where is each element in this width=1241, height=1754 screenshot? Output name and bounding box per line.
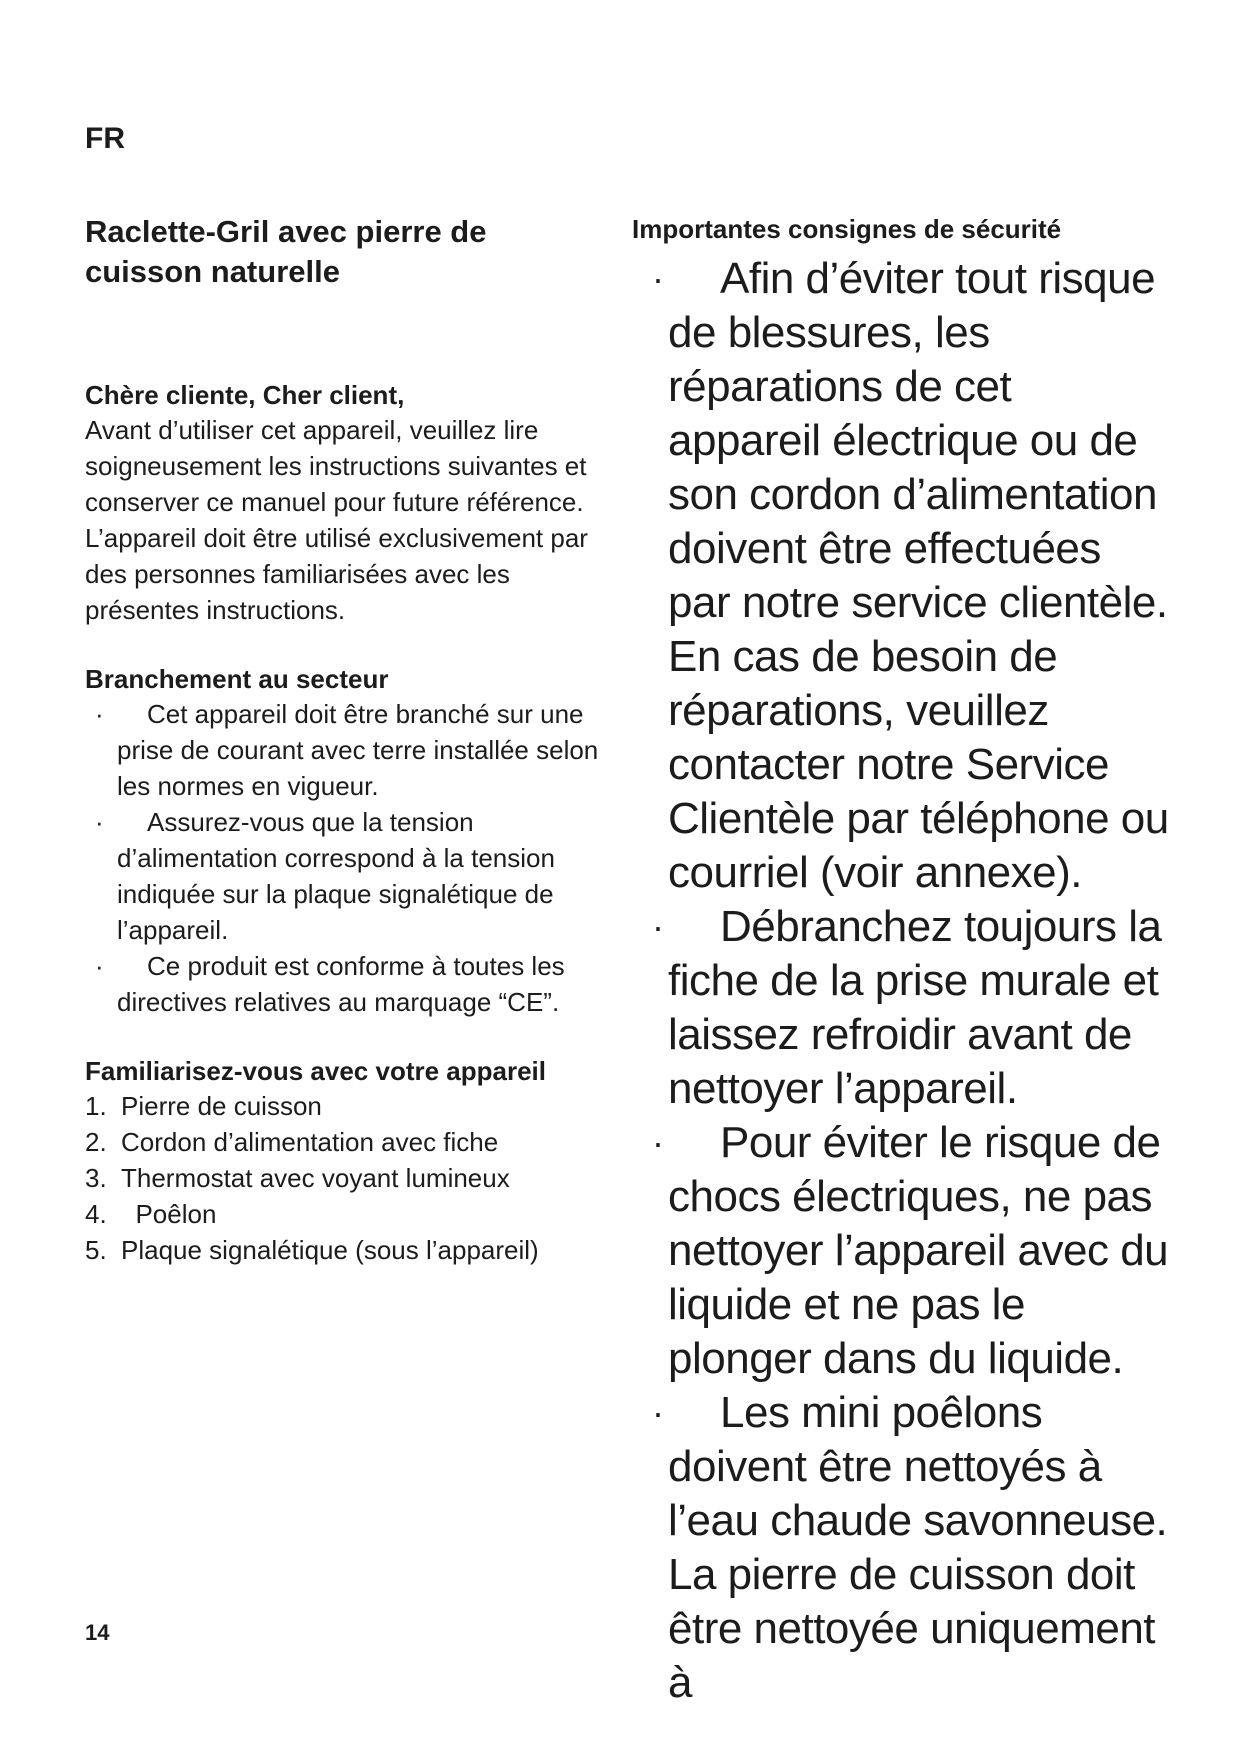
mains-heading: Branchement au secteur: [85, 664, 389, 694]
bullet-icon: ·: [652, 1122, 664, 1163]
list-item: · Cet appareil doit être branché sur une prise de courant avec terre installée selon les normes en vigueur.: [85, 696, 605, 804]
bullet-icon: ·: [652, 258, 664, 299]
list-item: 2. Cordon d’alimentation avec fiche: [85, 1127, 499, 1157]
parts-section: [85, 1054, 605, 1268]
bullet-icon: ·: [652, 1392, 664, 1433]
list-item: 3. Thermostat avec voyant lumineux: [85, 1163, 510, 1193]
safety-heading: Importantes consignes de sécurité: [632, 214, 1062, 244]
mains-list: [85, 696, 605, 1020]
intro-paragraph: Avant d’utiliser cet appareil, veuillez lire soigneusement les instructions suivantes et conserver ce manuel pour future référence. L’appareil doit être utilisé exclusivement par des personnes familiarisées avec les présentes instructions.: [85, 415, 588, 625]
list-item: · Les mini poêlons doivent être nettoyés à l’eau chaude savonneuse. La pierre de cuisson doit être nettoyée uniquement à: [652, 1388, 1168, 1707]
page-number: 14: [85, 1620, 110, 1645]
list-item: · Débranchez toujours la fiche de la prise murale et laissez refroidir avant de nettoyer l’appareil.: [652, 902, 1162, 1113]
mains-section: [85, 662, 605, 1020]
bullet-icon: ·: [95, 807, 104, 837]
product-title: Raclette-Gril avec pierre de cuisson naturelle: [85, 214, 487, 289]
list-item: 1. Pierre de cuisson: [85, 1091, 322, 1121]
list-item: · Ce produit est conforme à toutes les directives relatives au marquage “CE”.: [85, 948, 605, 1020]
language-code: FR: [85, 122, 125, 155]
list-item: · Afin d’éviter tout risque de blessures, les réparations de cet appareil électrique ou de son cordon d’alimentation doivent être effectuées par notre service clientèle. En cas de besoin de réparations, veuillez contacter notre Service Clientèle par téléphone ou courriel (voir annexe).: [652, 254, 1169, 897]
bullet-icon: ·: [95, 699, 104, 729]
list-item: 4. Poêlon: [85, 1199, 217, 1229]
greeting-heading: Chère cliente, Cher client,: [85, 380, 405, 410]
list-item: · Pour éviter le risque de chocs électriques, ne pas nettoyer l’appareil avec du liquide et ne pas le plonger dans du liquide.: [652, 1118, 1169, 1383]
safety-list: [632, 252, 1172, 1710]
bullet-icon: ·: [652, 906, 664, 947]
bullet-icon: ·: [95, 951, 104, 981]
list-item: 5. Plaque signalétique (sous l’appareil): [85, 1235, 539, 1265]
right-column: [632, 212, 1172, 1710]
parts-heading: Familiarisez-vous avec votre appareil: [85, 1056, 546, 1086]
parts-list: [85, 1088, 605, 1268]
left-column: [85, 212, 605, 1268]
greeting-section: [85, 378, 605, 628]
list-item: · Assurez-vous que la tension d’alimentation correspond à la tension indiquée sur la plaque signalétique de l’appareil.: [85, 804, 605, 948]
